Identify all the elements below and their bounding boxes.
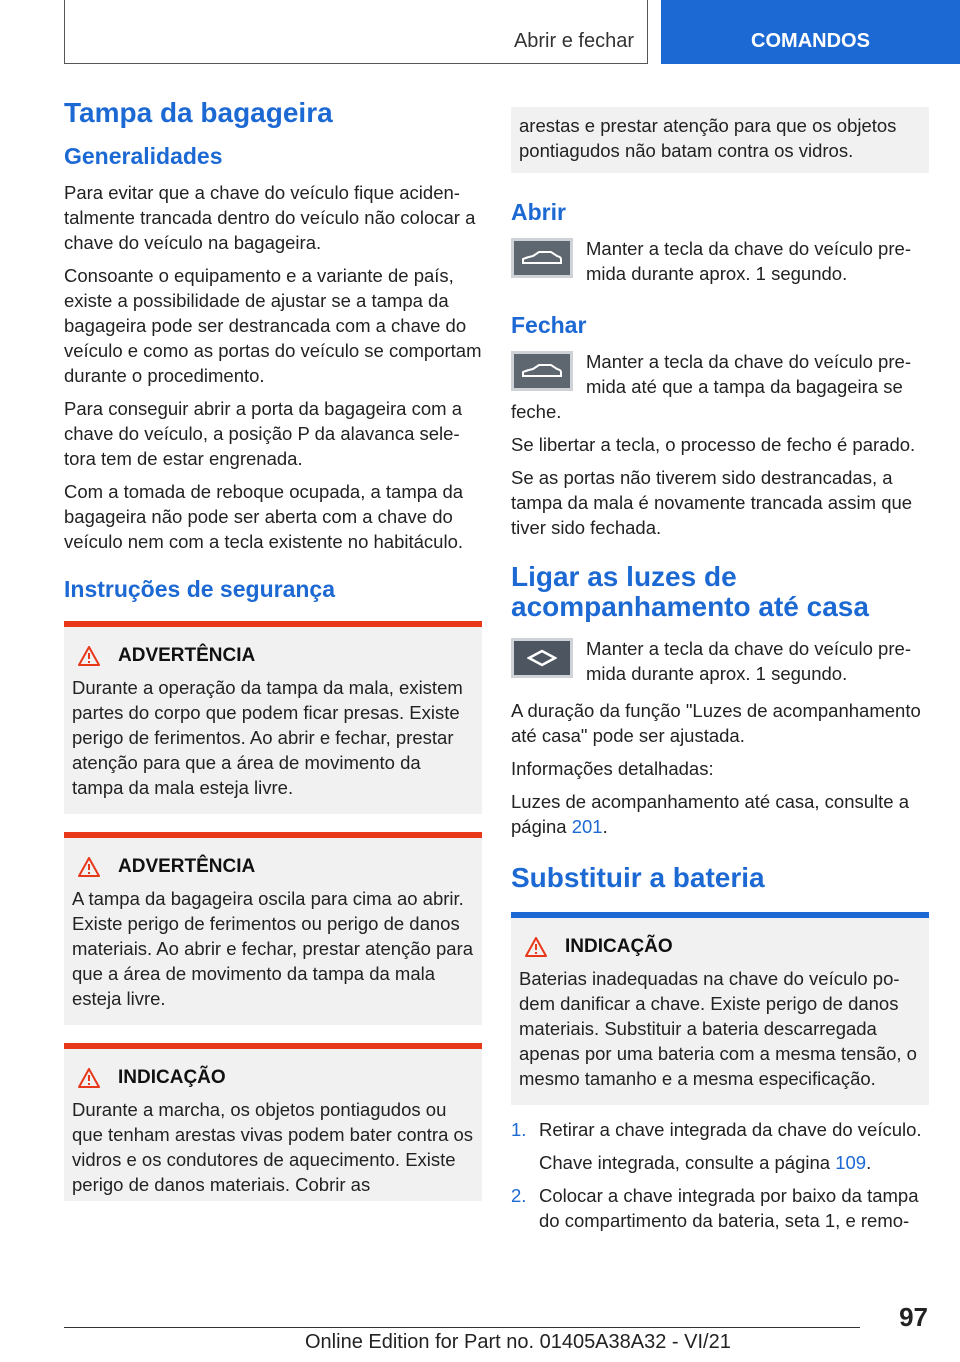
page-link[interactable]: 109 — [835, 1151, 867, 1173]
right-column — [511, 103, 929, 1241]
warning-title: ADVERTÊNCIA — [118, 644, 256, 666]
paragraph: Para conseguir abrir a porta da bagageira com a chave do veículo, a posição P da alavanca seletora tem de estar engrenada. — [64, 397, 462, 469]
warning-text: Durante a operação da tampa da mala, existem partes do corpo que podem ficar presas. Existe perigo de ferimentos. Ao abrir e fechar, prestar atenção para que a área de movimento da tampa da mala esteja livre. — [72, 676, 463, 798]
battery-heading: Substituir a bateria — [511, 862, 765, 893]
notice-text: Durante a marcha, os objetos pontiagudos ou que tenham arestas vivas podem bater contra os vidros e os condutores de aquecimento. Existe perigo de danos materiais. Cobrir as — [72, 1098, 474, 1195]
trunk-open-key-icon — [511, 238, 573, 278]
paragraph: Se libertar a tecla, o processo de fecho é parado. — [511, 434, 916, 455]
notice-text: Baterias inadequadas na chave do veículo podem danificar a chave. Existe perigo de danos materiais. Substituir a bateria descarregada apenas por uma bateria com a mesma tensão, o mesmo tamanho e a mesma especificação. — [519, 967, 917, 1089]
general-heading: Generalidades — [64, 142, 223, 169]
paragraph: Informações detalhadas: — [511, 758, 714, 779]
step-text: Colocar a chave integrada por baixo da tampa do compartimento da bateria, seta 1, e remo- — [539, 1184, 919, 1231]
notice-box-continued — [511, 107, 929, 173]
step-item — [511, 1183, 929, 1241]
close-instruction: Manter a tecla da chave do veículo premida até que a tampa da bagageira se feche. — [511, 351, 911, 422]
step-number: 2. — [511, 1184, 527, 1206]
trunk-close-key-icon — [511, 351, 573, 391]
left-column — [64, 98, 482, 1211]
paragraph: Consoante o equipamento e a variante de país, existe a possibilidade de ajustar se a tampa da bagageira pode ser destrancada com a chave do veículo e como as portas do veículo se comportam durante o procedimento. — [64, 264, 482, 386]
notice-title: INDICAÇÃO — [118, 1066, 226, 1088]
step-item — [511, 1117, 929, 1183]
page-number: 97 — [899, 1302, 928, 1332]
footer-divider — [64, 1327, 860, 1328]
warning-icon — [78, 1068, 100, 1088]
warning-icon — [78, 857, 100, 877]
step-list — [511, 1117, 929, 1241]
open-instruction: Manter a tecla da chave do veículo premida durante aprox. 1 segundo. — [586, 238, 911, 284]
paragraph: Luzes de acompanhamento até casa, consulte a página 201. — [511, 791, 910, 837]
safety-heading: Instruções de segurança — [64, 575, 335, 602]
open-heading: Abrir — [511, 199, 566, 225]
notice-box — [64, 1043, 482, 1201]
lights-instruction: Manter a tecla da chave do veículo premida durante aprox. 1 segundo. — [586, 638, 911, 684]
step-number: 1. — [511, 1118, 527, 1140]
header-section-title: Abrir e fechar — [513, 30, 634, 52]
notice-box — [511, 912, 929, 1105]
warning-text: A tampa da bagageira oscila para cima ao abrir. Existe perigo de ferimentos ou perigo de danos materiais. Ao abrir e fechar, prestar atenção para que a área de movimento da tampa da mala esteja livre. — [72, 887, 474, 1009]
footer-edition: Online Edition for Part no. 01405A38A32 - VI/21 — [305, 1331, 731, 1353]
paragraph: A duração da função "Luzes de acompanhamento até casa" pode ser ajustada. — [511, 700, 921, 746]
warning-box — [64, 621, 482, 814]
notice-text-continued: arestas e prestar atenção para que os objetos pontiagudos não batam contra os vidros. — [519, 115, 897, 161]
paragraph: Se as portas não tiverem sido destrancadas, a tampa da mala é novamente trancada assim que tiver sido fechada. — [511, 467, 913, 538]
paragraph: Com a tomada de reboque ocupada, a tampa da bagageira não pode ser aberta com a chave do veículo nem com a tecla existente no habitáculo. — [64, 480, 464, 552]
step-text: Retirar a chave integrada da chave do veículo. — [539, 1118, 922, 1140]
page-link[interactable]: 201 — [571, 816, 603, 837]
close-heading: Fechar — [511, 312, 587, 338]
lights-heading: Ligar as luzes de acompanhamento até casa — [511, 561, 869, 622]
step-subtext: Chave integrada, consulte a página 109. — [539, 1151, 872, 1173]
notice-title: INDICAÇÃO — [565, 935, 673, 957]
warning-box — [64, 832, 482, 1025]
header-chapter-tab[interactable]: COMANDOS — [661, 0, 960, 64]
warning-title: ADVERTÊNCIA — [118, 855, 256, 877]
home-lights-key-icon — [511, 638, 573, 678]
paragraph: Para evitar que a chave do veículo fique acidentalmente trancada dentro do veículo não colocar a chave do veículo na bagageira. — [64, 181, 476, 253]
warning-icon — [78, 646, 100, 666]
warning-icon — [525, 937, 547, 957]
page-title: Tampa da bagageira — [64, 97, 333, 128]
